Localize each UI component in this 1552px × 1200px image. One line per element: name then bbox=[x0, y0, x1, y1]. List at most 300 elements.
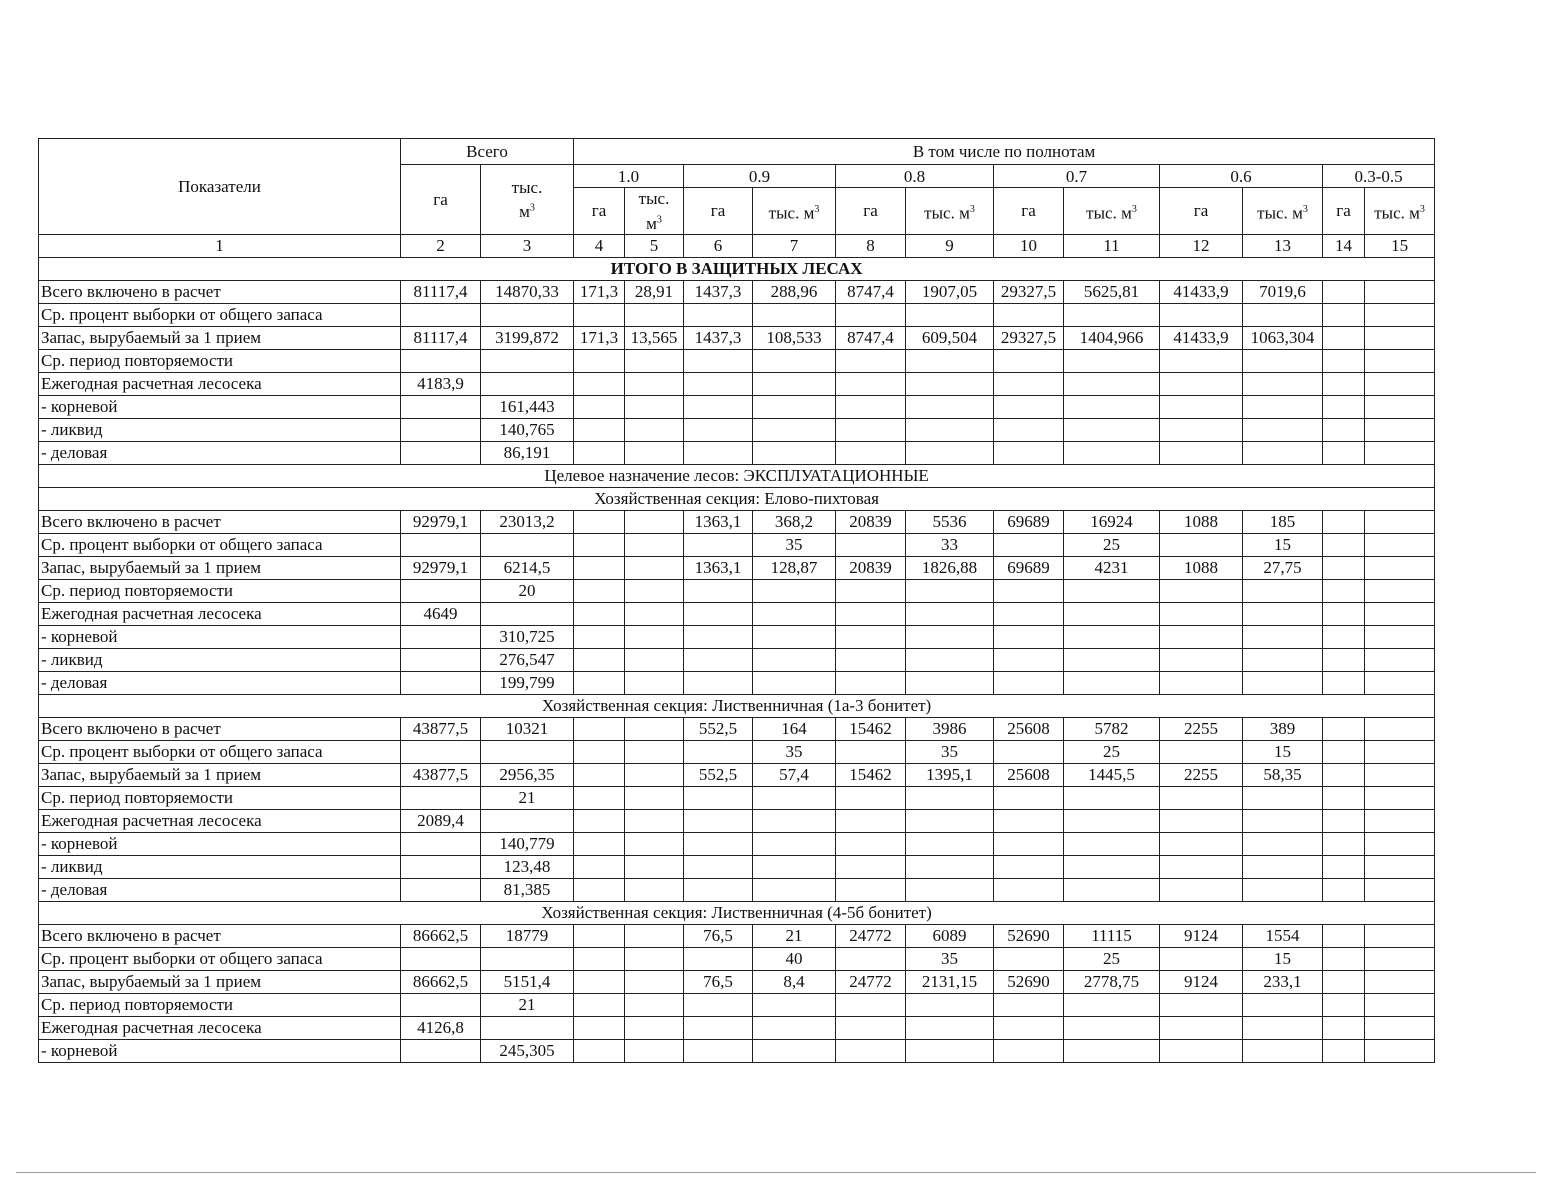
table-cell bbox=[994, 303, 1064, 326]
table-cell bbox=[994, 1016, 1064, 1039]
table-cell: 1363,1 bbox=[684, 556, 753, 579]
section-header-row bbox=[39, 464, 1435, 487]
table-cell bbox=[1243, 395, 1323, 418]
table-cell bbox=[906, 441, 994, 464]
ha-header: га bbox=[836, 188, 906, 235]
column-number: 2 bbox=[401, 234, 481, 257]
row-label: Всего включено в расчет bbox=[39, 924, 401, 947]
table-cell bbox=[684, 947, 753, 970]
table-cell: 40 bbox=[753, 947, 836, 970]
table-cell bbox=[1160, 303, 1243, 326]
column-number: 5 bbox=[625, 234, 684, 257]
table-cell bbox=[1160, 878, 1243, 901]
table-cell bbox=[625, 349, 684, 372]
table-cell bbox=[1243, 878, 1323, 901]
table-cell bbox=[401, 993, 481, 1016]
table-cell bbox=[994, 372, 1064, 395]
table-cell bbox=[574, 993, 625, 1016]
table-cell bbox=[994, 579, 1064, 602]
table-cell bbox=[994, 602, 1064, 625]
table-cell: 25 bbox=[1064, 947, 1160, 970]
table-cell: 1088 bbox=[1160, 510, 1243, 533]
table-cell bbox=[1064, 993, 1160, 1016]
table-cell: 4126,8 bbox=[401, 1016, 481, 1039]
vol-header: тыс. $м^3$ bbox=[1243, 188, 1323, 235]
table-cell: 25608 bbox=[994, 763, 1064, 786]
table-cell bbox=[684, 809, 753, 832]
table-cell bbox=[906, 832, 994, 855]
table-cell bbox=[684, 349, 753, 372]
table-cell bbox=[1365, 395, 1435, 418]
table-cell bbox=[625, 763, 684, 786]
table-cell bbox=[684, 533, 753, 556]
column-number: 3 bbox=[481, 234, 574, 257]
table-cell bbox=[1243, 372, 1323, 395]
table-cell: 35 bbox=[753, 533, 836, 556]
table-cell bbox=[1323, 441, 1365, 464]
table-cell bbox=[625, 303, 684, 326]
table-cell bbox=[1323, 602, 1365, 625]
table-cell: 5782 bbox=[1064, 717, 1160, 740]
table-cell bbox=[836, 671, 906, 694]
table-cell bbox=[574, 579, 625, 602]
table-cell bbox=[1323, 740, 1365, 763]
table-cell: 15 bbox=[1243, 740, 1323, 763]
table-cell: 3199,872 bbox=[481, 326, 574, 349]
table-cell bbox=[1365, 717, 1435, 740]
table-cell bbox=[1243, 1039, 1323, 1062]
row-label: Ежегодная расчетная лесосека bbox=[39, 1016, 401, 1039]
table-row bbox=[39, 441, 1435, 464]
table-cell bbox=[1365, 993, 1435, 1016]
row-label: Ср. период повторяемости bbox=[39, 786, 401, 809]
table-cell bbox=[1243, 418, 1323, 441]
forest-calc-table bbox=[38, 138, 1435, 1063]
table-cell bbox=[836, 602, 906, 625]
row-label: Ср. процент выборки от общего запаса bbox=[39, 947, 401, 970]
table-cell: 171,3 bbox=[574, 280, 625, 303]
table-cell bbox=[481, 349, 574, 372]
table-cell bbox=[625, 1039, 684, 1062]
table-cell bbox=[994, 993, 1064, 1016]
table-cell bbox=[994, 878, 1064, 901]
table-cell bbox=[481, 809, 574, 832]
table-cell bbox=[1323, 763, 1365, 786]
table-cell: 92979,1 bbox=[401, 510, 481, 533]
table-cell bbox=[1323, 947, 1365, 970]
table-cell bbox=[1243, 579, 1323, 602]
table-cell bbox=[753, 832, 836, 855]
table-cell: 76,5 bbox=[684, 970, 753, 993]
table-cell: 41433,9 bbox=[1160, 280, 1243, 303]
table-cell bbox=[753, 993, 836, 1016]
table-cell bbox=[836, 1016, 906, 1039]
table-cell bbox=[401, 740, 481, 763]
table-cell bbox=[684, 372, 753, 395]
row-label: - ликвид bbox=[39, 648, 401, 671]
table-cell: 161,443 bbox=[481, 395, 574, 418]
row-label: Ежегодная расчетная лесосека bbox=[39, 602, 401, 625]
table-cell: 4231 bbox=[1064, 556, 1160, 579]
table-cell bbox=[1243, 855, 1323, 878]
column-number: 7 bbox=[753, 234, 836, 257]
table-cell: 29327,5 bbox=[994, 280, 1064, 303]
table-cell bbox=[684, 395, 753, 418]
table-cell bbox=[994, 648, 1064, 671]
table-cell bbox=[836, 648, 906, 671]
table-cell bbox=[836, 533, 906, 556]
table-cell bbox=[1323, 303, 1365, 326]
table-cell: 1363,1 bbox=[684, 510, 753, 533]
table-cell: 58,35 bbox=[1243, 763, 1323, 786]
table-cell: 76,5 bbox=[684, 924, 753, 947]
column-numbers-row bbox=[39, 234, 1435, 257]
table-cell bbox=[684, 993, 753, 1016]
table-cell: 35 bbox=[906, 740, 994, 763]
table-cell: 171,3 bbox=[574, 326, 625, 349]
table-cell bbox=[574, 441, 625, 464]
table-cell bbox=[574, 303, 625, 326]
table-cell: 25 bbox=[1064, 533, 1160, 556]
table-cell: 1907,05 bbox=[906, 280, 994, 303]
table-cell bbox=[1160, 832, 1243, 855]
section-header-row bbox=[39, 257, 1435, 280]
table-cell bbox=[994, 441, 1064, 464]
section-title: ИТОГО В ЗАЩИТНЫХ ЛЕСАХ bbox=[39, 257, 1435, 280]
table-cell bbox=[401, 418, 481, 441]
table-cell bbox=[836, 809, 906, 832]
table-cell: 1395,1 bbox=[906, 763, 994, 786]
column-number: 9 bbox=[906, 234, 994, 257]
row-label: Ср. период повторяемости bbox=[39, 579, 401, 602]
table-cell bbox=[836, 786, 906, 809]
table-cell bbox=[994, 947, 1064, 970]
table-cell bbox=[625, 947, 684, 970]
table-cell bbox=[906, 349, 994, 372]
total-vol-header: тыс. $м^3$ bbox=[481, 165, 574, 235]
table-row bbox=[39, 717, 1435, 740]
table-cell: 86662,5 bbox=[401, 970, 481, 993]
table-cell bbox=[906, 671, 994, 694]
table-cell: 7019,6 bbox=[1243, 280, 1323, 303]
table-cell bbox=[1243, 441, 1323, 464]
table-cell bbox=[1365, 349, 1435, 372]
table-cell bbox=[574, 556, 625, 579]
table-cell bbox=[574, 855, 625, 878]
column-number: 11 bbox=[1064, 234, 1160, 257]
table-cell bbox=[684, 579, 753, 602]
table-cell bbox=[1323, 1016, 1365, 1039]
table-cell bbox=[1160, 993, 1243, 1016]
row-label: - корневой bbox=[39, 1039, 401, 1062]
table-cell bbox=[1064, 303, 1160, 326]
table-cell: 20839 bbox=[836, 556, 906, 579]
table-cell bbox=[753, 671, 836, 694]
table-row bbox=[39, 533, 1435, 556]
table-cell bbox=[401, 441, 481, 464]
table-cell bbox=[1064, 418, 1160, 441]
table-cell: 4649 bbox=[401, 602, 481, 625]
table-cell bbox=[625, 671, 684, 694]
table-cell bbox=[401, 579, 481, 602]
section-subtitle: Хозяйственная секция: Лиственничная (1а-3 бонитет) bbox=[39, 694, 1435, 717]
table-cell bbox=[401, 303, 481, 326]
table-cell bbox=[625, 533, 684, 556]
table-cell bbox=[574, 372, 625, 395]
table-cell bbox=[574, 924, 625, 947]
table-cell bbox=[994, 395, 1064, 418]
table-cell bbox=[401, 648, 481, 671]
table-cell bbox=[684, 1039, 753, 1062]
table-cell bbox=[994, 786, 1064, 809]
row-label: - деловая bbox=[39, 878, 401, 901]
table-cell: 5151,4 bbox=[481, 970, 574, 993]
table-cell bbox=[1064, 1039, 1160, 1062]
table-cell bbox=[1365, 947, 1435, 970]
table-cell bbox=[684, 441, 753, 464]
table-cell bbox=[1323, 372, 1365, 395]
table-cell bbox=[1064, 786, 1160, 809]
table-cell bbox=[684, 740, 753, 763]
table-cell bbox=[1365, 418, 1435, 441]
table-cell bbox=[574, 602, 625, 625]
table-cell: 123,48 bbox=[481, 855, 574, 878]
table-cell bbox=[1160, 418, 1243, 441]
table-header bbox=[39, 139, 1435, 258]
table-cell bbox=[906, 579, 994, 602]
table-cell bbox=[1160, 648, 1243, 671]
table-body bbox=[39, 257, 1435, 1062]
table-cell bbox=[1323, 418, 1365, 441]
table-cell bbox=[1365, 763, 1435, 786]
table-cell: 4183,9 bbox=[401, 372, 481, 395]
table-row bbox=[39, 303, 1435, 326]
table-cell bbox=[836, 349, 906, 372]
table-cell: 389 bbox=[1243, 717, 1323, 740]
table-cell bbox=[574, 717, 625, 740]
table-cell bbox=[994, 855, 1064, 878]
table-cell bbox=[625, 809, 684, 832]
table-cell bbox=[1323, 786, 1365, 809]
row-label: Запас, вырубаемый за 1 прием bbox=[39, 763, 401, 786]
table-cell bbox=[574, 970, 625, 993]
table-cell: 6089 bbox=[906, 924, 994, 947]
table-cell bbox=[1243, 303, 1323, 326]
table-row bbox=[39, 763, 1435, 786]
table-cell bbox=[1365, 441, 1435, 464]
table-cell: 5536 bbox=[906, 510, 994, 533]
table-cell: 92979,1 bbox=[401, 556, 481, 579]
table-cell bbox=[1243, 832, 1323, 855]
density-header: 0.6 bbox=[1160, 165, 1323, 188]
table-cell: 552,5 bbox=[684, 763, 753, 786]
table-cell bbox=[1243, 993, 1323, 1016]
table-cell bbox=[836, 1039, 906, 1062]
table-cell bbox=[1365, 303, 1435, 326]
table-cell bbox=[994, 671, 1064, 694]
table-cell: 2778,75 bbox=[1064, 970, 1160, 993]
table-cell: 21 bbox=[753, 924, 836, 947]
table-cell bbox=[1365, 1039, 1435, 1062]
table-cell bbox=[481, 740, 574, 763]
table-cell: 8747,4 bbox=[836, 326, 906, 349]
table-cell bbox=[401, 832, 481, 855]
table-cell bbox=[1365, 878, 1435, 901]
table-cell: 3986 bbox=[906, 717, 994, 740]
table-cell bbox=[1323, 556, 1365, 579]
table-row bbox=[39, 855, 1435, 878]
table-cell bbox=[1365, 970, 1435, 993]
table-cell bbox=[994, 418, 1064, 441]
table-cell bbox=[684, 671, 753, 694]
table-cell bbox=[906, 855, 994, 878]
table-cell: 9124 bbox=[1160, 970, 1243, 993]
table-cell bbox=[1243, 602, 1323, 625]
table-cell bbox=[1064, 602, 1160, 625]
table-row bbox=[39, 326, 1435, 349]
table-cell bbox=[1323, 579, 1365, 602]
column-number: 12 bbox=[1160, 234, 1243, 257]
table-cell bbox=[625, 395, 684, 418]
table-cell bbox=[1365, 625, 1435, 648]
table-cell bbox=[684, 625, 753, 648]
table-cell bbox=[753, 625, 836, 648]
table-cell bbox=[684, 878, 753, 901]
table-cell: 368,2 bbox=[753, 510, 836, 533]
table-cell bbox=[481, 602, 574, 625]
table-cell: 27,75 bbox=[1243, 556, 1323, 579]
table-cell bbox=[1243, 809, 1323, 832]
table-cell: 1554 bbox=[1243, 924, 1323, 947]
table-cell bbox=[625, 441, 684, 464]
table-row bbox=[39, 280, 1435, 303]
table-cell: 140,765 bbox=[481, 418, 574, 441]
row-label: Ежегодная расчетная лесосека bbox=[39, 372, 401, 395]
column-number: 4 bbox=[574, 234, 625, 257]
table-cell: 140,779 bbox=[481, 832, 574, 855]
table-cell bbox=[1160, 349, 1243, 372]
row-label: Запас, вырубаемый за 1 прием bbox=[39, 970, 401, 993]
table-cell bbox=[994, 740, 1064, 763]
table-cell bbox=[753, 579, 836, 602]
table-row bbox=[39, 418, 1435, 441]
vol-header: тыс. $м^3$ bbox=[1365, 188, 1435, 235]
table-row bbox=[39, 878, 1435, 901]
table-cell bbox=[625, 717, 684, 740]
table-cell bbox=[906, 418, 994, 441]
table-cell bbox=[1323, 533, 1365, 556]
table-cell bbox=[1160, 786, 1243, 809]
table-cell bbox=[625, 625, 684, 648]
table-cell bbox=[753, 1016, 836, 1039]
table-cell: 6214,5 bbox=[481, 556, 574, 579]
table-row bbox=[39, 970, 1435, 993]
ha-header: га bbox=[1160, 188, 1243, 235]
column-number: 15 bbox=[1365, 234, 1435, 257]
table-cell bbox=[401, 878, 481, 901]
table-cell: 21 bbox=[481, 993, 574, 1016]
table-cell bbox=[625, 648, 684, 671]
table-cell bbox=[1365, 832, 1435, 855]
table-cell bbox=[836, 832, 906, 855]
table-cell: 24772 bbox=[836, 924, 906, 947]
table-cell: 18779 bbox=[481, 924, 574, 947]
table-cell bbox=[1160, 1039, 1243, 1062]
table-cell bbox=[1365, 855, 1435, 878]
table-cell bbox=[753, 303, 836, 326]
table-cell bbox=[836, 740, 906, 763]
table-cell bbox=[1365, 924, 1435, 947]
table-row bbox=[39, 740, 1435, 763]
table-cell bbox=[906, 303, 994, 326]
table-cell bbox=[574, 740, 625, 763]
table-cell bbox=[625, 832, 684, 855]
table-cell bbox=[1064, 878, 1160, 901]
table-cell bbox=[1323, 1039, 1365, 1062]
table-cell: 128,87 bbox=[753, 556, 836, 579]
total-ha-header: га bbox=[401, 165, 481, 235]
table-cell: 1826,88 bbox=[906, 556, 994, 579]
table-cell: 81117,4 bbox=[401, 280, 481, 303]
table-cell bbox=[906, 372, 994, 395]
vol-header: тыс. $м^3$ bbox=[753, 188, 836, 235]
table-cell bbox=[574, 648, 625, 671]
table-cell: 21 bbox=[481, 786, 574, 809]
table-cell bbox=[625, 855, 684, 878]
table-cell: 81117,4 bbox=[401, 326, 481, 349]
table-cell bbox=[836, 993, 906, 1016]
table-cell bbox=[625, 556, 684, 579]
table-cell: 13,565 bbox=[625, 326, 684, 349]
table-cell bbox=[994, 809, 1064, 832]
table-row bbox=[39, 924, 1435, 947]
table-cell: 14870,33 bbox=[481, 280, 574, 303]
table-cell bbox=[1064, 441, 1160, 464]
column-number: 8 bbox=[836, 234, 906, 257]
table-cell bbox=[684, 648, 753, 671]
row-label: - ликвид bbox=[39, 418, 401, 441]
table-cell bbox=[836, 418, 906, 441]
table-cell bbox=[1243, 671, 1323, 694]
table-cell: 35 bbox=[753, 740, 836, 763]
table-row bbox=[39, 1039, 1435, 1062]
table-cell bbox=[1160, 602, 1243, 625]
table-cell bbox=[1323, 671, 1365, 694]
table-cell bbox=[574, 1016, 625, 1039]
table-cell: 81,385 bbox=[481, 878, 574, 901]
section-header-row bbox=[39, 487, 1435, 510]
table-cell: 5625,81 bbox=[1064, 280, 1160, 303]
table-row bbox=[39, 556, 1435, 579]
row-label: - корневой bbox=[39, 395, 401, 418]
table-cell bbox=[574, 625, 625, 648]
table-cell: 23013,2 bbox=[481, 510, 574, 533]
column-number: 14 bbox=[1323, 234, 1365, 257]
table-cell bbox=[1365, 326, 1435, 349]
table-cell bbox=[906, 809, 994, 832]
table-cell bbox=[1160, 625, 1243, 648]
table-cell: 1063,304 bbox=[1243, 326, 1323, 349]
table-cell bbox=[1064, 832, 1160, 855]
table-row bbox=[39, 786, 1435, 809]
row-label: Ср. процент выборки от общего запаса bbox=[39, 533, 401, 556]
table-cell bbox=[1323, 349, 1365, 372]
table-cell bbox=[574, 510, 625, 533]
table-cell bbox=[574, 763, 625, 786]
table-cell: 10321 bbox=[481, 717, 574, 740]
table-cell: 43877,5 bbox=[401, 763, 481, 786]
table-cell: 11115 bbox=[1064, 924, 1160, 947]
